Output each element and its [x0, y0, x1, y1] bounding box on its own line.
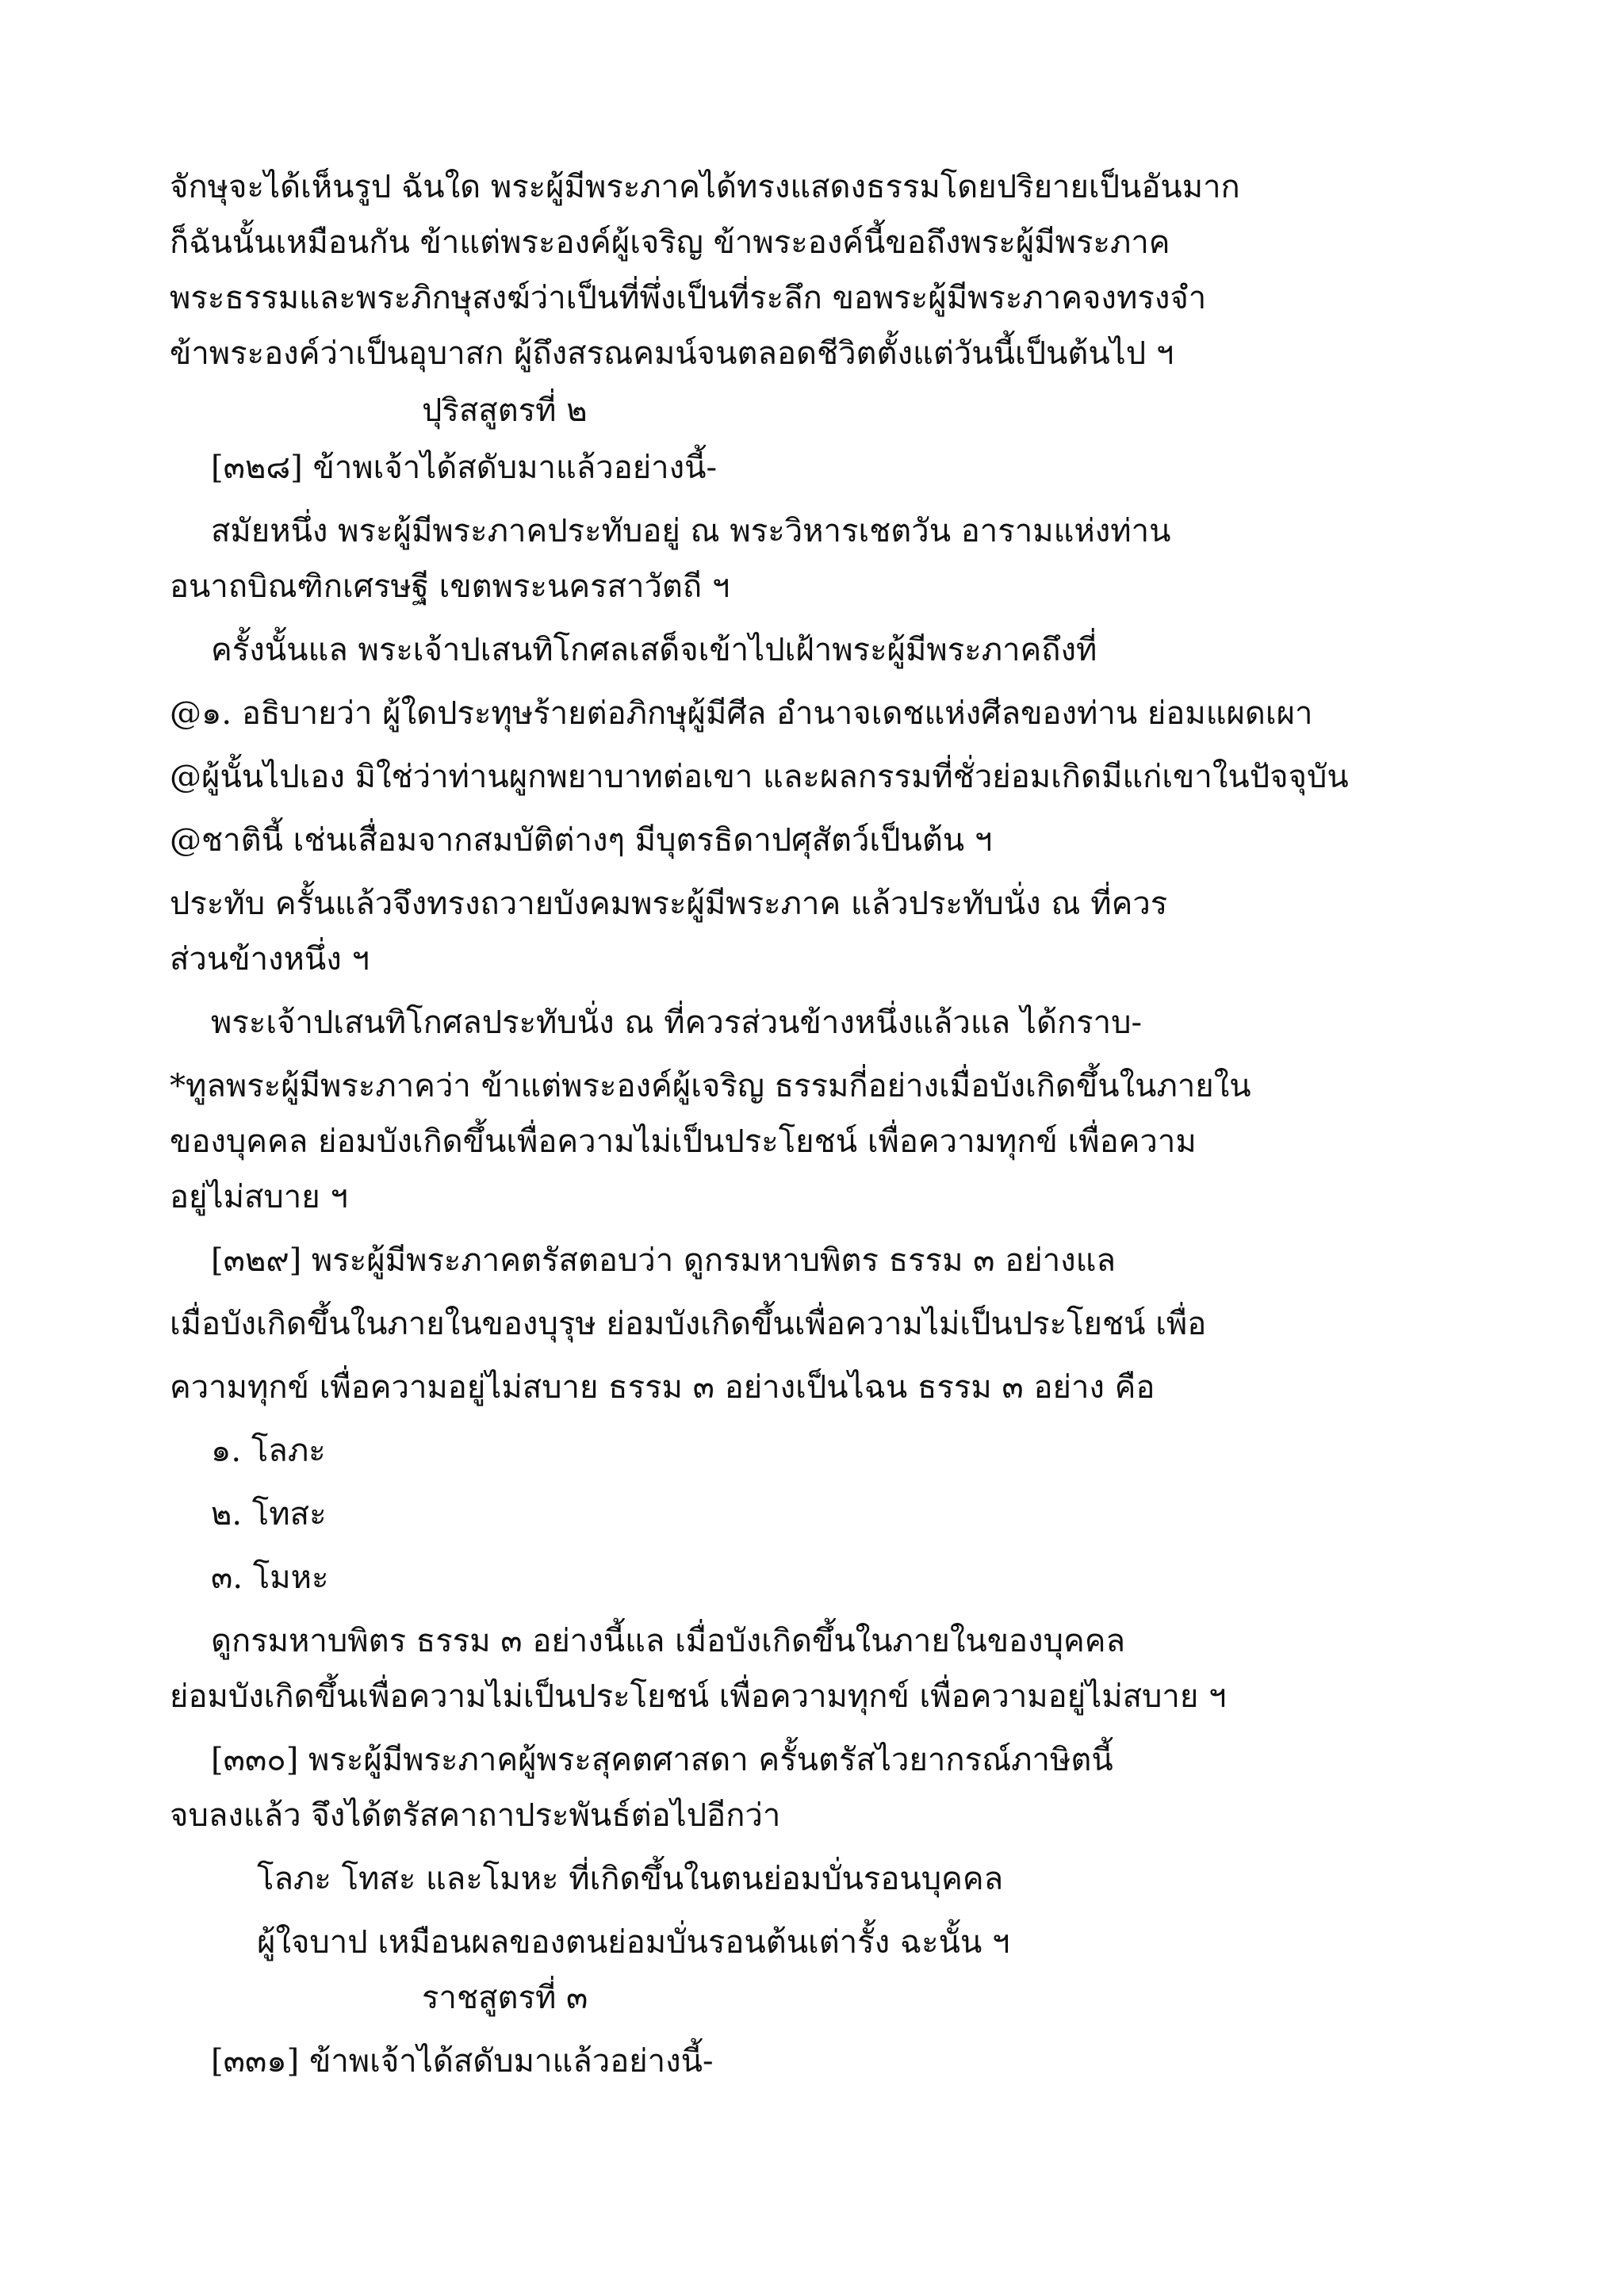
- text-line-20: เมื่อบังเกิดขึ้นในภายในของบุรุษ ย่อมบังเกิดขึ้นเพื่อความไม่เป็นประโยชน์ เพื่อ: [170, 1306, 1207, 1342]
- text-line-13: ประทับ ครั้นแล้วจึงทรงถวายบังคมพระผู้มีพระภาค แล้วประทับนั่ง ณ ที่ควร: [170, 886, 1168, 922]
- footnote-line-3: @ชาตินี้ เช่นเสื่อมจากสมบัติต่างๆ มีบุตรธิดาปศุสัตว์เป็นต้น ฯ: [170, 822, 993, 859]
- text-line-26: ย่อมบังเกิดขึ้นเพื่อความไม่เป็นประโยชน์ เพื่อความทุกข์ เพื่อความอยู่ไม่สบาย ฯ: [170, 1678, 1227, 1715]
- text-line-1: จักษุจะได้เห็นรูป ฉันใด พระผู้มีพระภาคได้ทรงแสดงธรรมโดยปริยายเป็นอันมาก: [170, 169, 1240, 205]
- section-331-opening: [๓๓๑] ข้าพเจ้าได้สดับมาแล้วอย่างนี้-: [211, 2043, 714, 2080]
- list-item-dosa: ๒. โทสะ: [211, 1496, 327, 1533]
- verse-line-2: ผู้ใจบาป เหมือนผลของตนย่อมบั่นรอนต้นเต่ารั้ง ฉะนั้น ฯ: [257, 1924, 1010, 1961]
- text-line-25: ดูกรมหาบพิตร ธรรม ๓ อย่างนี้แล เมื่อบังเกิดขึ้นในภายในของบุคคล: [211, 1623, 1126, 1659]
- sutta-heading-purisa: ปุริสสูตรที่ ๒: [422, 392, 588, 429]
- list-item-moha: ๓. โมหะ: [211, 1559, 329, 1596]
- text-line-9: ครั้งนั้นแล พระเจ้าปเสนทิโกศลเสด็จเข้าไปเฝ้าพระผู้มีพระภาคถึงที่: [211, 632, 1097, 668]
- footnote-line-2: @ผู้นั้นไปเอง มิใช่ว่าท่านผูกพยาบาทต่อเขา และผลกรรมที่ชั่วย่อมเกิดมีแก่เขาในปัจจุบัน: [170, 759, 1349, 795]
- list-item-lobha: ๑. โลภะ: [211, 1433, 326, 1469]
- text-line-15: พระเจ้าปเสนทิโกศลประทับนั่ง ณ ที่ควรส่วนข้างหนึ่งแล้วแล ได้กราบ-: [211, 1004, 1143, 1041]
- section-328-opening: [๓๒๘] ข้าพเจ้าได้สดับมาแล้วอย่างนี้-: [211, 450, 718, 486]
- text-line-21: ความทุกข์ เพื่อความอยู่ไม่สบาย ธรรม ๓ อย่างเป็นไฉน ธรรม ๓ อย่าง คือ: [170, 1369, 1155, 1406]
- verse-line-1: โลภะ โทสะ และโมหะ ที่เกิดขึ้นในตนย่อมบั่นรอนบุคคล: [257, 1861, 1004, 1897]
- text-line-3: พระธรรมและพระภิกษุสงฆ์ว่าเป็นที่พึ่งเป็นที่ระลึก ขอพระผู้มีพระภาคจงทรงจำ: [170, 280, 1207, 316]
- text-line-28: จบลงแล้ว จึงได้ตรัสคาถาประพันธ์ต่อไปอีกว่า: [170, 1797, 781, 1834]
- text-line-17: ของบุคคล ย่อมบังเกิดขึ้นเพื่อความไม่เป็นประโยชน์ เพื่อความทุกข์ เพื่อความ: [170, 1123, 1197, 1160]
- section-329-opening: [๓๒๙] พระผู้มีพระภาคตรัสตอบว่า ดูกรมหาบพิตร ธรรม ๓ อย่างแล: [211, 1242, 1116, 1279]
- text-line-18: อยู่ไม่สบาย ฯ: [170, 1179, 348, 1215]
- section-330-opening: [๓๓๐] พระผู้มีพระภาคผู้พระสุคตศาสดา ครั้นตรัสไวยากรณ์ภาษิตนี้: [211, 1742, 1113, 1778]
- footnote-line-1: @๑. อธิบายว่า ผู้ใดประทุษร้ายต่อภิกษุผู้มีศีล อำนาจเดชแห่งศีลของท่าน ย่อมแผดเผา: [170, 695, 1313, 732]
- text-line-2: ก็ฉันนั้นเหมือนกัน ข้าแต่พระองค์ผู้เจริญ ข้าพระองค์นี้ขอถึงพระผู้มีพระภาค: [170, 224, 1170, 261]
- text-line-8: อนาถบิณฑิกเศรษฐี เขตพระนครสาวัตถี ฯ: [170, 568, 730, 605]
- text-line-4: ข้าพระองค์ว่าเป็นอุบาสก ผู้ถึงสรณคมน์จนตลอดชีวิตตั้งแต่วันนี้เป็นต้นไป ฯ: [170, 335, 1174, 372]
- text-line-14: ส่วนข้างหนึ่ง ฯ: [170, 941, 370, 978]
- text-line-16: *ทูลพระผู้มีพระภาคว่า ข้าแต่พระองค์ผู้เจริญ ธรรมกี่อย่างเมื่อบังเกิดขึ้นในภายใน: [170, 1068, 1251, 1104]
- sutta-heading-raja: ราชสูตรที่ ๓: [422, 1980, 588, 2016]
- text-line-7: สมัยหนึ่ง พระผู้มีพระภาคประทับอยู่ ณ พระวิหารเชตวัน อารามแห่งท่าน: [211, 513, 1171, 549]
